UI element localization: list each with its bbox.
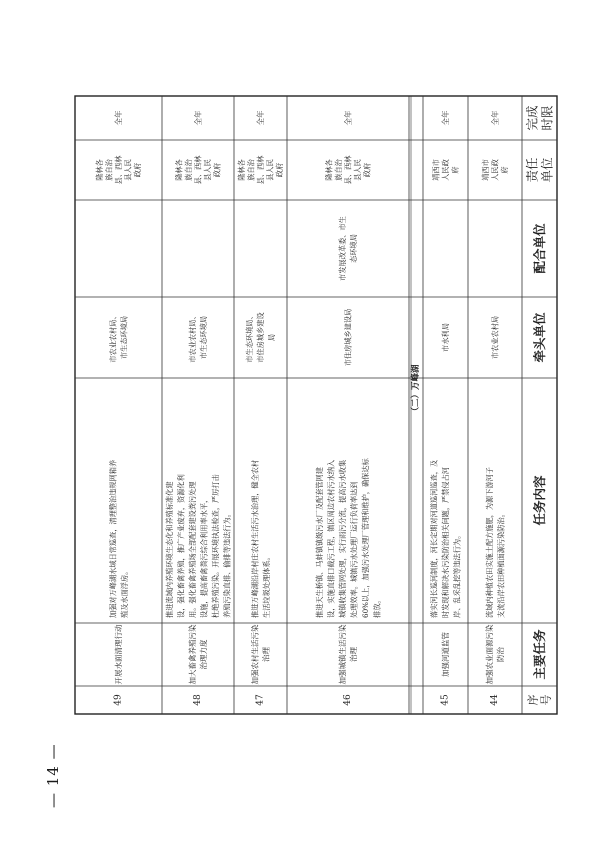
- row-task-content: 时发现和解决水污染防治相关问题，严禁侵占河: [441, 467, 450, 618]
- section-title: （二）万峰湖: [411, 364, 421, 416]
- row-main-task: 治理力度: [199, 639, 208, 670]
- row-responsible-unit: 靖西市: [431, 159, 441, 181]
- row-task-content: 设，强化畜禽养殖，推广产业废弃，资源化利: [176, 474, 186, 618]
- page-number: — 14 —: [44, 743, 62, 809]
- row-responsible-unit: 府: [500, 166, 509, 174]
- row-task-content: 支流沿岸农田种植面源污染防治。: [496, 510, 506, 618]
- row-responsible-unit: 隆林各: [95, 159, 104, 181]
- row-lead-unit: 市农业农村局: [490, 315, 500, 360]
- row-main-task: 加强农业面源污染: [485, 624, 494, 685]
- row-deadline: 全年: [343, 110, 353, 126]
- row-seq: 48: [193, 694, 203, 706]
- row-responsible-unit: 政府: [275, 162, 284, 178]
- row-responsible-unit: 人民政: [441, 159, 450, 181]
- row-main-task: 加强城镇生活污染: [338, 624, 347, 685]
- row-task-content: 推进天生桥镇、马蚌镇镇级污水厂及配套管网建: [314, 467, 324, 618]
- row-responsible-unit: 县人民: [265, 159, 275, 181]
- row-task-content: 60%以上，加强污水处理厂管理和维护，确保达标: [360, 458, 370, 618]
- row-responsible-unit: 政府: [212, 162, 222, 178]
- row-lead-unit: 市农业农村局、: [188, 312, 197, 363]
- row-task-content: 殖及水面浮房。: [119, 567, 129, 618]
- row-responsible-unit: 政府: [362, 162, 372, 178]
- row-responsible-unit: 县人民: [203, 159, 212, 181]
- row-lead-unit: 市生态环境局、: [245, 312, 254, 363]
- row-partner-unit: 态环境局: [349, 234, 358, 263]
- row-seq: 46: [343, 694, 353, 706]
- row-main-task: 加强河道监管: [441, 632, 450, 677]
- table-border: [75, 96, 557, 714]
- row-main-task: 治理: [261, 647, 271, 662]
- row-responsible-unit: 族自治: [334, 159, 343, 181]
- row-task-content: 生活垃圾处理体系。: [261, 553, 271, 618]
- row-task-content: 加强对万峰湖水域日常巡查，清理整治违规网箱养: [108, 459, 118, 618]
- row-deadline: 全年: [193, 110, 203, 126]
- row-seq: 47: [255, 694, 266, 706]
- row-lead-unit: 市水利局: [441, 323, 450, 352]
- row-responsible-unit: 县、西林: [114, 155, 123, 185]
- row-seq: 44: [490, 694, 500, 706]
- row-responsible-unit: 族自治: [246, 159, 256, 181]
- row-main-task: 加大畜禽养殖污染: [188, 624, 197, 685]
- row-task-content: 城镇收集管网处理，实行雨污分流，提高污水收集: [337, 459, 347, 618]
- row-deadline: 全年: [441, 110, 450, 126]
- header-lead-unit: 牵头单位: [532, 312, 547, 363]
- header-responsible-unit: 单位: [539, 157, 555, 183]
- row-responsible-unit: 隆林各: [237, 159, 246, 181]
- row-task-content: 设，实施直排口截污工程，镇区周边农村污水纳入: [326, 459, 336, 618]
- row-responsible-unit: 县人民: [123, 159, 133, 181]
- row-task-content: 岸、乱采乱挖等违法行为。: [452, 531, 462, 618]
- row-lead-unit: 市生态环境局: [119, 315, 129, 360]
- row-responsible-unit: 县人民: [353, 159, 362, 181]
- row-responsible-unit: 县、西林: [343, 155, 353, 185]
- row-seq: 45: [440, 694, 451, 706]
- row-main-task: 防治: [496, 647, 505, 662]
- row-responsible-unit: 县、西林: [256, 155, 265, 185]
- row-lead-unit: 局: [267, 333, 276, 342]
- row-responsible-unit: 县、西林: [193, 155, 203, 185]
- row-lead-unit: 市住房城乡建设局: [343, 308, 353, 367]
- row-lead-unit: 市生态环境局: [199, 315, 208, 360]
- row-task-content: 推进万峰湖沿岸村庄农村生活污水治理，健全农村: [250, 459, 260, 618]
- row-main-task: 加强农村生活污染: [250, 624, 260, 685]
- row-responsible-unit: 隆林各: [174, 159, 184, 181]
- header-main-task: 主要任务: [532, 629, 547, 680]
- row-task-content: 排放。: [372, 596, 382, 618]
- row-main-task: 治理: [349, 647, 358, 662]
- header-deadline: 完成: [524, 105, 540, 131]
- header-responsible-unit: 责任: [524, 157, 540, 183]
- row-deadline: 全年: [256, 110, 265, 126]
- row-task-content: 设施，提高畜禽粪污综合利用率水平，: [199, 495, 209, 618]
- row-task-content: 养殖污染直排、偷排等违法行为。: [222, 510, 232, 618]
- header-partner-unit: 配合单位: [532, 223, 547, 274]
- row-responsible-unit: 族自治: [104, 159, 114, 181]
- header-task-content: 任务内容: [532, 475, 547, 526]
- row-responsible-unit: 人民政: [490, 159, 500, 181]
- row-responsible-unit: 靖西市: [481, 159, 490, 181]
- header-deadline: 时限: [539, 105, 555, 131]
- row-responsible-unit: 族自治: [184, 159, 193, 181]
- row-task-content: 处理效率。城镇污水处理厂运行负荷率达到: [349, 481, 359, 618]
- row-deadline: 全年: [490, 110, 500, 126]
- row-task-content: 杜绝养殖污染。开展环境执法检查，严厉打击: [210, 474, 220, 618]
- row-main-task: 开展水面清理行动: [114, 624, 123, 685]
- row-task-content: 流域内种植农田实施土配方施肥，为源下游河子: [484, 467, 494, 618]
- row-lead-unit: 市住房城乡建设: [256, 312, 265, 363]
- row-responsible-unit: 政府: [133, 162, 142, 178]
- row-responsible-unit: 府: [450, 166, 460, 174]
- row-responsible-unit: 隆林各: [324, 159, 334, 181]
- row-seq: 49: [113, 694, 124, 706]
- header-seq: 号: [539, 694, 553, 706]
- row-lead-unit: 市农业农村局、: [108, 312, 118, 363]
- row-deadline: 全年: [114, 110, 123, 126]
- row-task-content: 用。强化畜禽养殖场全部配套建设粪污处理: [187, 481, 197, 618]
- header-seq: 序: [526, 694, 540, 706]
- row-task-content: 推进流域内养殖环境生态化和养殖标准化建: [164, 481, 174, 618]
- row-partner-unit: 市发展改革委、市生: [338, 216, 347, 281]
- row-task-content: 落实河长巡河制度，河长定期对河道巡河巡查，及: [429, 459, 439, 618]
